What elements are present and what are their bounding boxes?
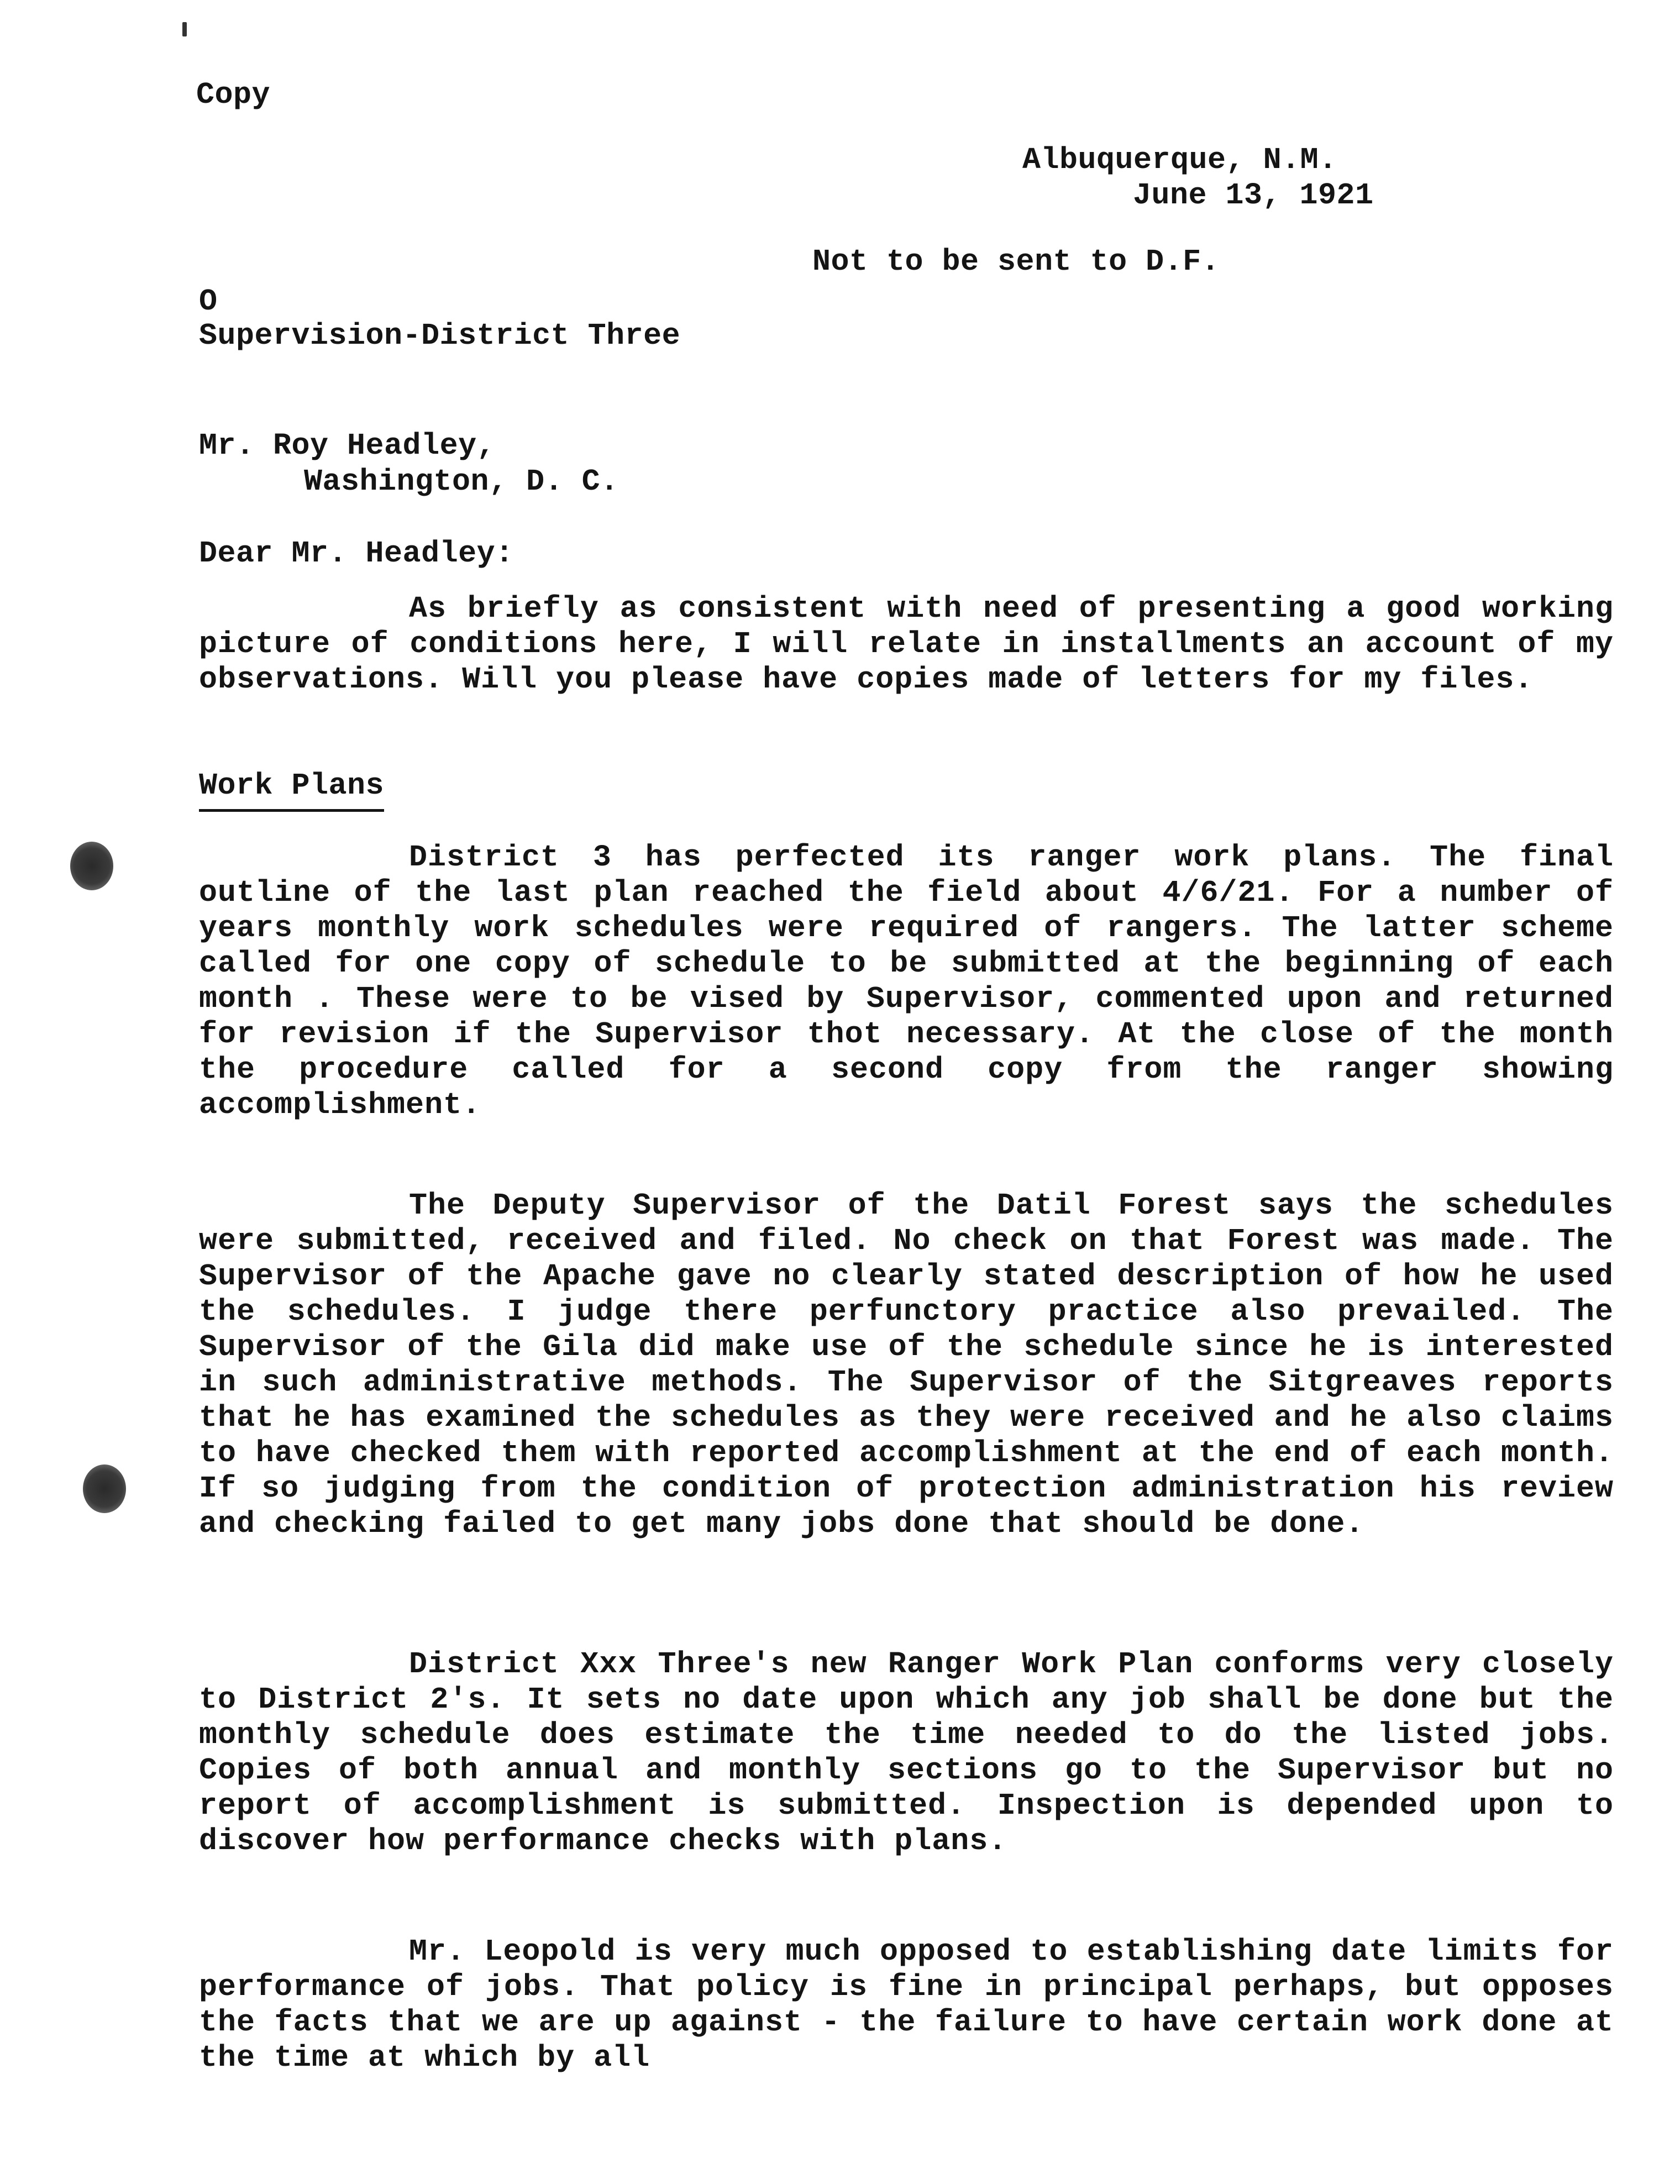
copy-label: Copy: [196, 77, 271, 112]
addressee-name: Mr. Roy Headley,: [199, 428, 496, 463]
file-code: O: [199, 284, 218, 319]
body-paragraph-1: District 3 has perfected its ranger work plans. The final outline of the last plan reached the field about 4/6/21. For a number of years monthly work schedules were required of rangers. The latter scheme called for one copy of schedule to be submitted at the beginning of each month . These were to be vised by Supervisor, commented upon and returned for revision if the Supervisor thot necessary. At the close of the month the procedure called for a second copy from the ranger showing accomplishment.: [199, 840, 1614, 1122]
punch-hole-top: [70, 842, 113, 890]
margin-mark: [182, 22, 187, 36]
file-subject: Supervision-District Three: [199, 318, 681, 353]
body-paragraph-3: District Xxx Three's new Ranger Work Plan conforms very closely to District 2's. It sets no date upon which any job shall be done but the monthly schedule does estimate the time needed to do the listed jobs. Copies of both annual and monthly sections go to the Supervisor but no report of accomplishment is submitted. Inspection is depended upon to discover how performance checks with plans.: [199, 1647, 1614, 1859]
distribution-note: Not to be sent to D.F.: [812, 244, 1220, 279]
addressee-location: Washington, D. C.: [304, 464, 619, 499]
body-paragraph-4: Mr. Leopold is very much opposed to establishing date limits for performance of jobs. That policy is fine in principal perhaps, but opposes the facts that we are up against - the failure to have certain work done at the time at which by all: [199, 1934, 1614, 2075]
letter-place: Albuquerque, N.M.: [1022, 143, 1337, 177]
section-heading: Work Plans: [199, 768, 384, 812]
salutation: Dear Mr. Headley:: [199, 536, 514, 571]
punch-hole-bottom: [83, 1464, 126, 1513]
letter-date: June 13, 1921: [1133, 178, 1374, 213]
body-paragraph-2: The Deputy Supervisor of the Datil Forest says the schedules were submitted, received and filed. No check on that Forest was made. The Supervisor of the Apache gave no clearly stated description of how he used the schedules. I judge there perfunctory practice also prevailed. The Supervisor of the Gila did make use of the schedule since he is interested in such administrative methods. The Supervisor of the Sitgreaves reports that he has examined the schedules as they were received and he also claims to have checked them with reported accomplishment at the end of each month. If so judging from the condition of protection administration his review and checking failed to get many jobs done that should be done.: [199, 1188, 1614, 1541]
intro-paragraph: As briefly as consistent with need of presenting a good working picture of conditions here, I will relate in installments an account of my observations. Will you please have copies made of letters for my files.: [199, 591, 1614, 697]
